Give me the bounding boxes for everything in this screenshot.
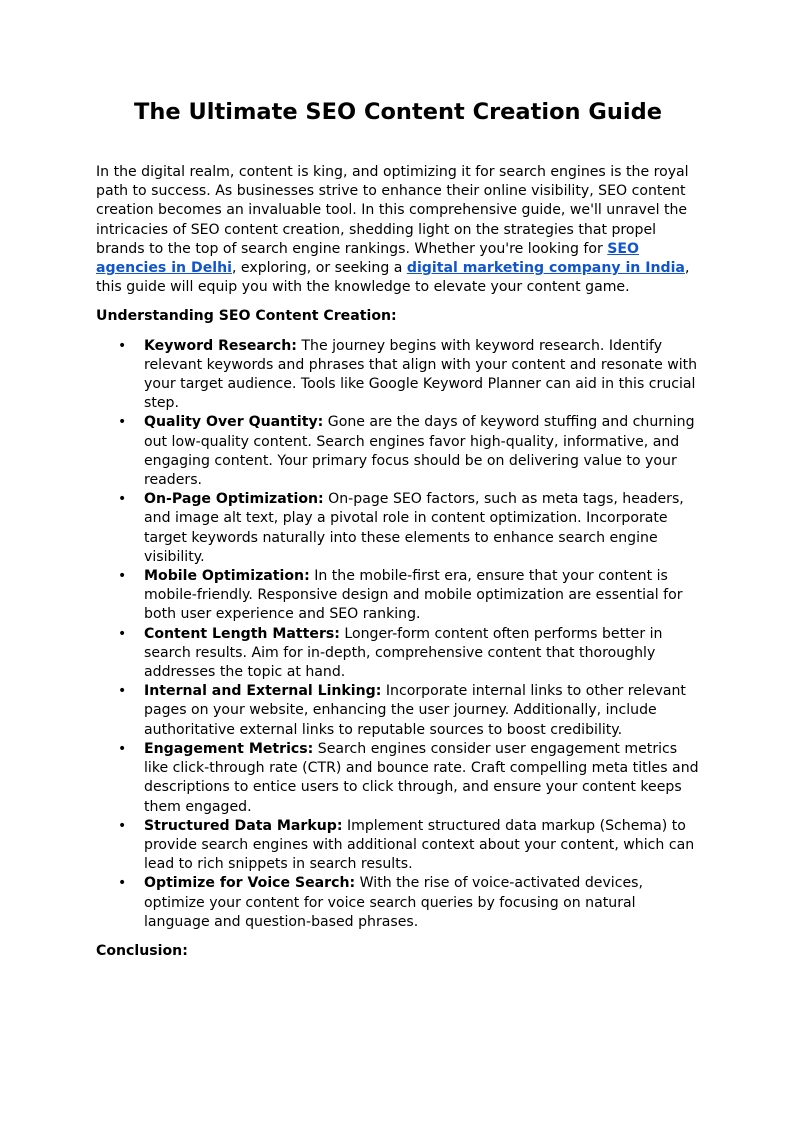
intro-paragraph (96, 163, 700, 297)
document-page (96, 0, 700, 961)
points-list (96, 337, 700, 932)
conclusion-heading: Conclusion: (96, 942, 188, 959)
bullet-icon: • (118, 414, 127, 431)
list-item (96, 740, 700, 817)
list-item (96, 567, 700, 625)
bullet-icon: • (118, 491, 127, 508)
list-item (96, 337, 700, 414)
document-title: The Ultimate SEO Content Creation Guide (134, 99, 662, 125)
point-label: On-Page Optimization: (144, 491, 324, 508)
bullet-icon: • (118, 875, 127, 892)
point-text: With the rise of voice-activated devices, optimize your content for voice search queries by focusing on natural language and question-based phrases. (144, 875, 643, 930)
bullet-icon: • (118, 625, 127, 642)
intro-text-3: , this guide will equip you with the knowledge to elevate your content game. (96, 260, 690, 296)
point-label: Optimize for Voice Search: (144, 875, 356, 892)
bullet-icon: • (118, 337, 127, 354)
point-label: Mobile Optimization: (144, 568, 310, 585)
list-item (96, 817, 700, 875)
point-text: Gone are the days of keyword stuffing and churning out low-quality content. Search engines favor high-quality, informative, and engaging content. Your primary focus should be on delivering value to your readers. (144, 414, 695, 489)
point-label: Content Length Matters: (144, 625, 340, 642)
list-item (96, 682, 700, 740)
list-item (96, 625, 700, 683)
bullet-icon: • (118, 683, 127, 700)
point-text: The journey begins with keyword research. Identify relevant keywords and phrases that align with your content and resonate with your target audience. Tools like Google Keyword Planner can aid in this crucial step. (144, 337, 698, 412)
list-item (96, 490, 700, 567)
intro-text-2: , exploring, or seeking a (231, 260, 407, 277)
point-text: Search engines consider user engagement metrics like click-through rate (CTR) and bounce rate. Craft compelling meta titles and descriptions to entice users to click through, and ensure your content keeps them engaged. (144, 740, 699, 815)
digital-marketing-company-link[interactable]: digital marketing company in India (406, 260, 685, 277)
bullet-icon: • (118, 740, 127, 757)
intro-text-1: In the digital realm, content is king, and optimizing it for search engines is the royal path to success. As businesses strive to enhance their online visibility, SEO content creation becomes an invaluable tool. In this comprehensive guide, we'll unravel the intricacies of SEO content creation, shedding light on the strategies that propel brands to the top of search engine rankings. Whether you're looking for (96, 164, 689, 257)
list-item (96, 874, 700, 932)
point-label: Quality Over Quantity: (144, 414, 324, 431)
section-heading: Understanding SEO Content Creation: (96, 308, 397, 325)
point-label: Engagement Metrics: (144, 740, 314, 757)
bullet-icon: • (118, 817, 127, 834)
bullet-icon: • (118, 568, 127, 585)
point-label: Internal and External Linking: (144, 683, 382, 700)
seo-agencies-delhi-link[interactable]: SEO agencies in Delhi (96, 240, 639, 277)
point-text: On-page SEO factors, such as meta tags, headers, and image alt text, play a pivotal role in content optimization. Incorporate target keywords naturally into these elements to enhance search engine visibility. (144, 491, 684, 565)
point-text: In the mobile-first era, ensure that your content is mobile-friendly. Responsive design and mobile optimization are essential for both user experience and SEO ranking. (144, 568, 683, 623)
point-text: Incorporate internal links to other relevant pages on your website, enhancing the user journey. Additionally, include authoritative external links to reputable sources to boost credibility. (144, 683, 686, 738)
point-label: Structured Data Markup: (144, 817, 343, 834)
point-text: Implement structured data markup (Schema) to provide search engines with additional context about your content, which can lead to rich snippets in search results. (144, 817, 695, 873)
point-text: Longer-form content often performs better in search results. Aim for in-depth, comprehensive content that thoroughly addresses the topic at hand. (144, 625, 663, 681)
point-label: Keyword Research: (144, 337, 297, 354)
list-item (96, 413, 700, 490)
